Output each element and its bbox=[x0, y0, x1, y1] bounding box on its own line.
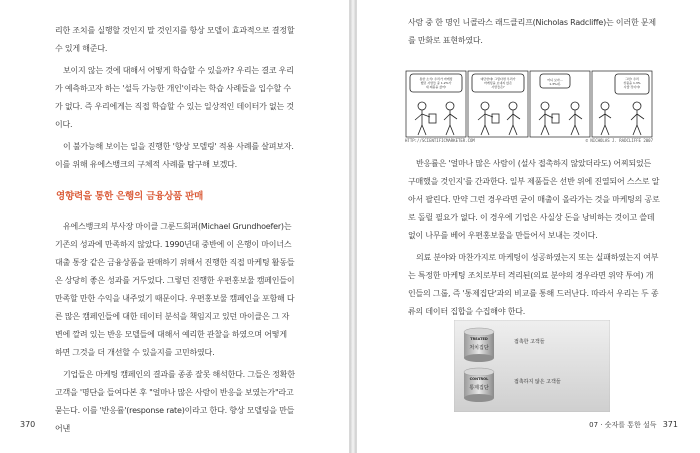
running-head: 07 · 숫자를 통한 설득 bbox=[589, 421, 657, 429]
right-body-top bbox=[408, 14, 660, 54]
comic-text-3: 어디 보자... 1.3%네. bbox=[547, 78, 563, 86]
left-body-bottom bbox=[55, 218, 295, 442]
comic-credit bbox=[405, 138, 653, 143]
paragraph: 리한 조치를 실행할 것인지 말 것인지를 항상 모델이 효과적으로 결정할 수 있게 해준다. bbox=[55, 26, 295, 53]
treated-label: 처치집단 bbox=[469, 345, 489, 351]
paragraph: 기업들은 마케팅 캠페인의 결과를 종종 잘못 해석한다. 그들은 정확한 고객을 '명단을 들여다본 후 "얼마나 많은 사람이 반응을 보였는가"라고 묻는다. 이를 '반응률'(response rate)이라고 한다. 향상 모델링을 만들어낸 bbox=[55, 370, 295, 433]
comic-text-2: 대단한데! 그렇다면 우리가 마케팅을 보내지 않은 사람들은? bbox=[480, 77, 516, 89]
treated-description: 접촉한 고객들 bbox=[514, 339, 545, 345]
comic-credit-url: HTTP://SCIENTIFICMARKETER.COM bbox=[405, 138, 475, 143]
section-heading: 영향력을 통한 은행의 금융상품 판매 bbox=[56, 191, 204, 202]
treated-tag: TREATED bbox=[470, 337, 488, 341]
paragraph: 의료 분야와 마찬가지로 마케팅이 성공하였는지 또는 실패하였는지 여부는 특정한 마케팅 조치로부터 격리된(의료 분야의 경우라면 위약 투여) 개인들의 그룹, 즉 '통제집단'과의 비교를 통해 드러난다. 따라서 우리는 두 종류의 데이터 집합을 수집해야 한다. bbox=[408, 253, 659, 316]
paragraph: 보이지 않는 것에 대해서 어떻게 학습할 수 있을까? 우리는 결코 우리가 예측하고자 하는 '설득 가능한 개인'이라는 학습 사례들을 입수할 수가 없다. 즉 우리에게는 직접 학습할 수 있는 일상적인 데이터가 없는 것이다. bbox=[55, 66, 294, 129]
comic-text-1: 통한 소식! 우리가 마케팅 했던 사람들 중 1.2%가 새 제품을 샀어! bbox=[419, 77, 453, 89]
paragraph: 사람 중 한 명인 니콜라스 래드클리프(Nicholas Radcliffe)는 이러한 문제를 만화로 표현하였다. bbox=[408, 18, 656, 45]
page-number-right: 371 bbox=[662, 420, 678, 429]
control-label: 통제집단 bbox=[469, 385, 489, 391]
comic-panel-4 bbox=[592, 71, 652, 137]
comic-strip bbox=[405, 70, 653, 138]
treated-control-diagram bbox=[454, 320, 610, 412]
control-tag: CONTROL bbox=[469, 377, 489, 381]
page-number-left: 370 bbox=[20, 420, 36, 429]
running-head-and-page-number bbox=[589, 420, 678, 430]
paragraph: 이 불가능해 보이는 일을 진행한 '향상 모델링' 적용 사례를 살펴보자. 이를 위해 유에스뱅크의 구체적 사례를 탐구해 보겠다. bbox=[55, 142, 294, 169]
right-body-bottom bbox=[408, 155, 660, 325]
paragraph: 반응률은 '얼마나 많은 사람이 (설사 접촉하지 않았더라도) 어찌되었든 구매했을 것인지'를 간과한다. 일부 제품들은 선반 위에 진열되어 스스로 알아서 팔린다. 만약 그런 경우라면 굳이 매출이 올라가는 것을 마케팅의 공로로 돌릴 필요가 없다. 이 경우에 기업은 사실상 돈을 낭비하는 것이고 쓸데없이 나무를 베어 우편홍보물을 만들어서 보내는 것이다. bbox=[408, 159, 660, 240]
paragraph: 유에스뱅크의 부사장 마이클 그룬드회퍼(Michael Grundhoefer)는 기존의 성과에 만족하지 않았다. 1990년대 중반에 이 은행이 마이너스 대출 통장 같은 금융상품을 판매하기 위해서 진행한 직접 마케팅 활동들은 상당히 좋은 성과를 거두었다. 그렇던 진행한 우편홍보물 캠페인들이 만족할 만한 수익을 내주었기 때문이다. 우편홍보물 캠페인을 포함해 다른 많은 캠페인들에 대한 데이터 분석을 책임지고 있던 마이클은 그 자변에 깔려 있는 반응 모델들에 대해서 예리한 관찰을 하였으며 어떻게 하면 그것을 더 개선할 수 있을지를 고민하였다. bbox=[55, 222, 295, 357]
left-body-top bbox=[55, 22, 295, 178]
control-description: 접촉하지 않은 고객들 bbox=[514, 379, 561, 385]
comic-credit-copyright: © NICHOLAS J. RADCLIFFE 2007 bbox=[585, 138, 653, 143]
right-page bbox=[356, 0, 700, 453]
comic-text-4: 그런! 우리 상품을 1.3% 사줄 것이야! bbox=[623, 77, 641, 89]
